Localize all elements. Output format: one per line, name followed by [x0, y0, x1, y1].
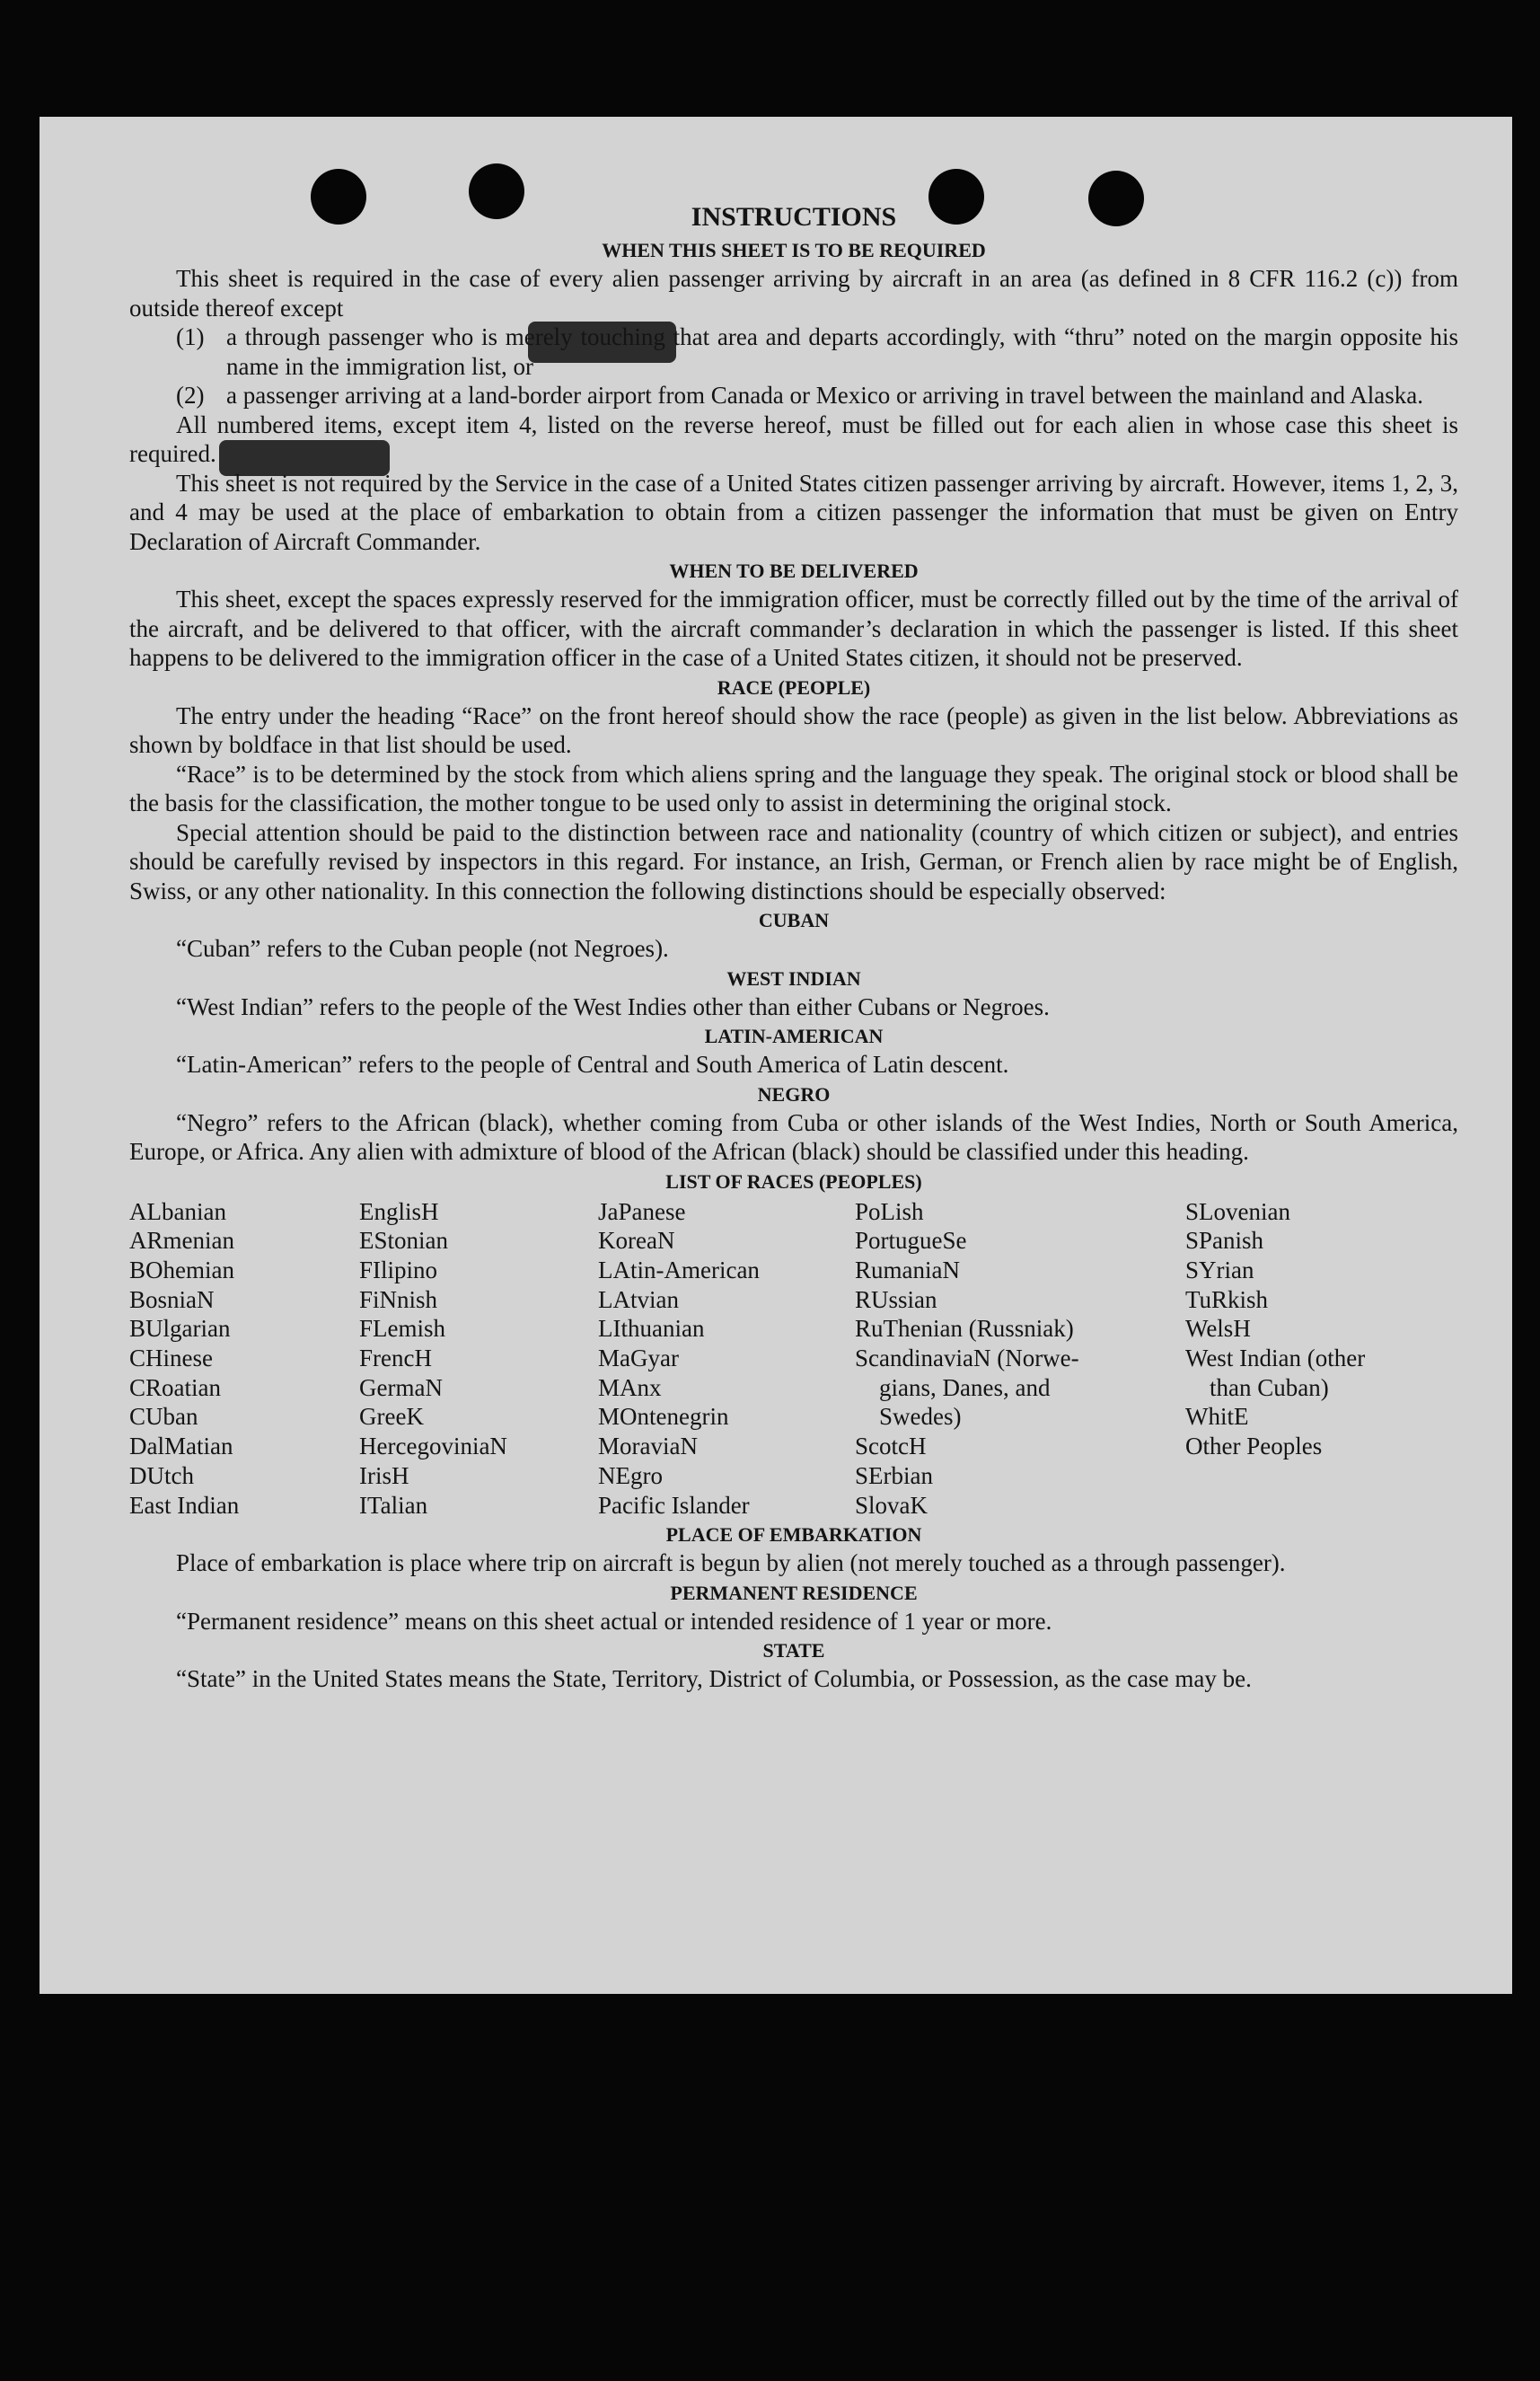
race-entry: KoreaN [598, 1227, 675, 1255]
race-entry: RUssian [855, 1285, 937, 1313]
race-entry: SPanish [1185, 1227, 1264, 1255]
race-entry: ITalian [359, 1491, 428, 1519]
race-entry: BUlgarian [129, 1315, 231, 1343]
races-column-5 [1185, 1197, 1455, 1521]
race-entry: WelsH [1185, 1315, 1251, 1343]
race-entry: West Indian (other [1185, 1345, 1366, 1372]
race-entry: ScotcH [855, 1433, 927, 1460]
race-entry: gians, Danes, and [855, 1373, 1051, 1401]
list-text: a through passenger who is merely touching that area and departs accordingly, with “thru” noted on the margin opposite his name in the immigration list, or [226, 323, 1458, 380]
race-entry: FiNnish [359, 1285, 438, 1313]
race-entry: SLovenian [1185, 1197, 1290, 1225]
race-entry: Other Peoples [1185, 1433, 1323, 1460]
race-entry: LIthuanian [598, 1315, 705, 1343]
race-entry: than Cuban) [1185, 1373, 1329, 1401]
paragraph: “Cuban” refers to the Cuban people (not Negroes). [176, 935, 669, 962]
section-heading-latin-american: LATIN-AMERICAN [704, 1025, 884, 1047]
list-text: a passenger arriving at a land-border airport from Canada or Mexico or arriving in travel between the mainland and Alaska. [226, 382, 1424, 409]
page-title: INSTRUCTIONS [691, 202, 897, 232]
race-entry: EStonian [359, 1227, 448, 1255]
section-heading-state: STATE [762, 1639, 825, 1662]
race-entry: IrisH [359, 1461, 409, 1489]
section-heading-race: RACE (PEOPLE) [717, 675, 871, 699]
paragraph: Place of embarkation is place where trip on aircraft is begun by alien (not merely touched as a through passenger). [176, 1549, 1286, 1577]
race-entry: PoLish [855, 1197, 924, 1225]
race-entry: DUtch [129, 1461, 194, 1489]
paragraph: All numbered items, except item 4, listed on the reverse hereof, must be filled out for each alien in whose case this sheet is required. [129, 410, 1458, 467]
paragraph: “Permanent residence” means on this sheet actual or intended residence of 1 year or more. [176, 1607, 1052, 1635]
paragraph: “State” in the United States means the State, Territory, District of Columbia, or Possession, as the case may be. [176, 1665, 1252, 1693]
race-entry: DalMatian [129, 1433, 233, 1460]
list-item [129, 322, 1458, 381]
paragraph: “West Indian” refers to the people of the West Indies other than either Cubans or Negroes. [176, 992, 1050, 1020]
race-entry: RuThenian (Russniak) [855, 1315, 1074, 1343]
section-heading-delivered: WHEN TO BE DELIVERED [669, 560, 919, 582]
race-entry: MaGyar [598, 1345, 679, 1372]
paragraph: “Race” is to be determined by the stock from which aliens spring and the language they speak. The original stock or blood shall be the basis for the classification, the mother tongue to be used only to assist in determining the original stock. [129, 760, 1458, 816]
section-heading-required: WHEN THIS SHEET IS TO BE REQUIRED [602, 239, 986, 261]
race-entry: LAtvian [598, 1285, 679, 1313]
section-heading-west-indian: WEST INDIAN [726, 966, 861, 990]
race-entry: MOntenegrin [598, 1403, 729, 1431]
race-entry: RumaniaN [855, 1256, 960, 1283]
paragraph: “Negro” refers to the African (black), whether coming from Cuba or other islands of the West Indies, North or South America, Europe, or Africa. Any alien with admixture of blood of the African (black) should be classified under this heading. [129, 1108, 1458, 1165]
race-entry: LAtin-American [598, 1256, 760, 1283]
section-heading-races-list: LIST OF RACES (PEOPLES) [665, 1169, 922, 1193]
race-entry: PortugueSe [855, 1227, 967, 1255]
paragraph: This sheet, except the spaces expressly reserved for the immigration officer, must be correctly filled out by the time of the arrival of the aircraft, and be delivered to that officer, with the aircraft commander’s declaration in which the passenger is listed. If this sheet happens to be delivered to the immigration officer in the case of a United States citizen, it should not be preserved. [129, 586, 1458, 671]
races-column-4 [855, 1197, 1185, 1521]
paragraph: This sheet is required in the case of every alien passenger arriving by aircraft in an area (as defined in 8 CFR 116.2 (c)) from outside thereof except [129, 265, 1458, 322]
race-entry: CHinese [129, 1345, 213, 1372]
race-entry: SlovaK [855, 1491, 928, 1519]
list-number: (1) [176, 323, 205, 350]
paragraph: “Latin-American” refers to the people of Central and South America of Latin descent. [176, 1051, 1009, 1078]
races-column-3 [598, 1197, 855, 1521]
paragraph: This sheet is not required by the Service in the case of a United States citizen passenger arriving by aircraft. However, items 1, 2, 3, and 4 may be used at the place of embarkation to obtain from a citizen passenger the information that must be given on Entry Declaration of Aircraft Commander. [129, 469, 1458, 555]
races-column-1 [129, 1197, 359, 1521]
section-heading-residence: PERMANENT RESIDENCE [670, 1581, 918, 1604]
paragraph: Special attention should be paid to the distinction between race and nationality (country of which citizen or subject), and entries should be carefully revised by inspectors in this regard. For instance, an Irish, German, or French alien by race might be of English, Swiss, or any other nationality. In this connection the following distinctions should be especially observed: [129, 818, 1458, 904]
race-entry: NEgro [598, 1461, 663, 1489]
race-entry: HercegoviniaN [359, 1433, 507, 1460]
race-entry: SYrian [1185, 1256, 1254, 1283]
section-heading-embarkation: PLACE OF EMBARKATION [665, 1523, 922, 1547]
race-entry: MAnx [598, 1373, 662, 1401]
paragraph: The entry under the heading “Race” on the front hereof should show the race (people) as given in the list below. Abbreviations as shown by boldface in that list should be used. [129, 701, 1458, 758]
race-entry: Pacific Islander [598, 1491, 750, 1519]
race-entry: Swedes) [855, 1403, 962, 1431]
race-entry: SErbian [855, 1461, 933, 1489]
section-heading-negro: NEGRO [757, 1082, 831, 1106]
race-entry: WhitE [1185, 1403, 1249, 1431]
race-entry: GreeK [359, 1403, 424, 1431]
race-entry: BosniaN [129, 1285, 215, 1313]
list-item [129, 381, 1458, 410]
race-entry: ARmenian [129, 1227, 234, 1255]
race-entry: ScandinaviaN (Norwe- [855, 1345, 1079, 1372]
races-column-2 [359, 1197, 598, 1521]
race-entry: MoraviaN [598, 1433, 698, 1460]
section-heading-cuban: CUBAN [758, 909, 830, 931]
race-entry: FLemish [359, 1315, 446, 1343]
race-entry: CUban [129, 1403, 198, 1431]
race-entry: JaPanese [598, 1197, 686, 1225]
race-entry: BOhemian [129, 1256, 234, 1283]
list-number: (2) [176, 382, 205, 409]
race-entry: CRoatian [129, 1373, 221, 1401]
document-sheet [40, 117, 1512, 1994]
race-entry: FrencH [359, 1345, 432, 1372]
race-entry: TuRkish [1185, 1285, 1269, 1313]
race-entry: EnglisH [359, 1197, 439, 1225]
race-entry: East Indian [129, 1491, 240, 1519]
instructions-content [129, 187, 1458, 1694]
race-entry: ALbanian [129, 1197, 226, 1225]
race-entry: GermaN [359, 1373, 443, 1401]
races-list [129, 1197, 1458, 1521]
race-entry: FIlipino [359, 1256, 438, 1283]
